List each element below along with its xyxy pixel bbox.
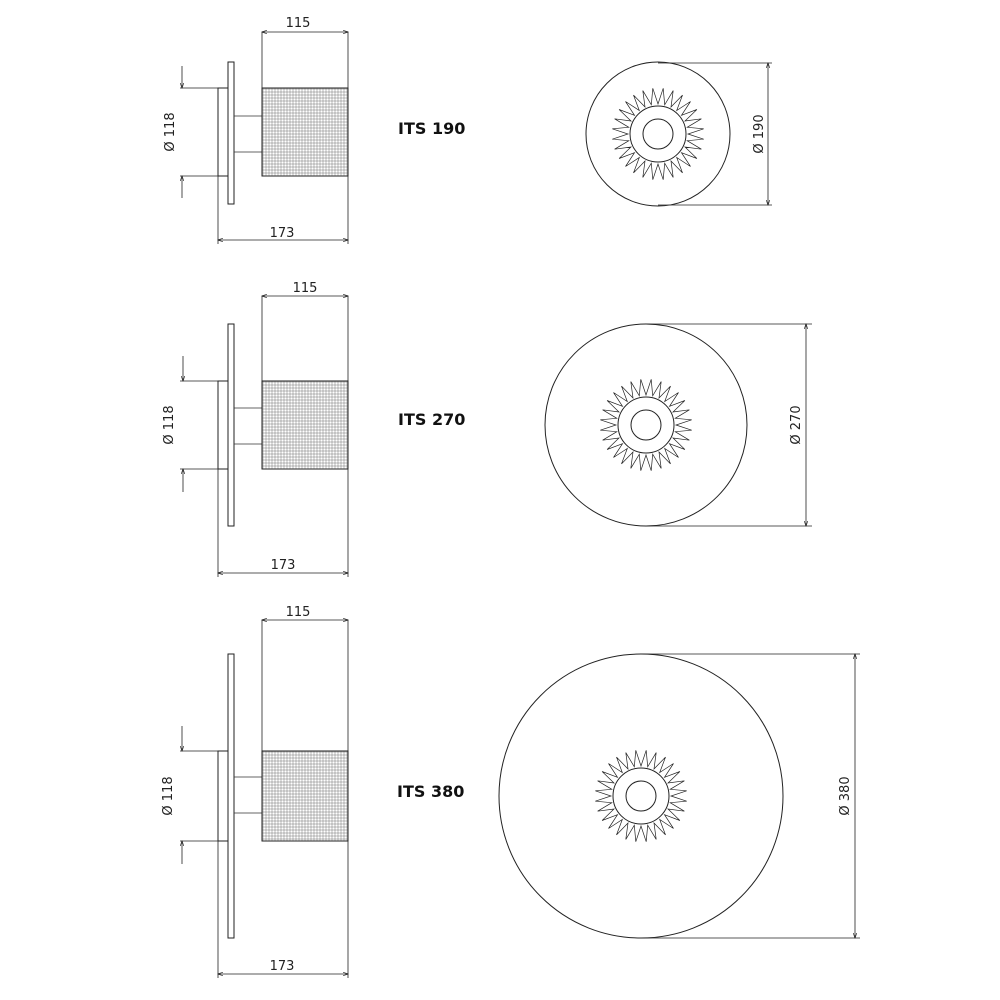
dim-body-length: 115	[285, 605, 311, 620]
dim-side-depth: 173	[269, 959, 295, 974]
side-view-its-190	[163, 16, 348, 244]
dim-side-depth: 173	[270, 558, 296, 573]
disc	[545, 324, 747, 526]
model-its-190	[163, 16, 772, 244]
disc	[586, 62, 730, 206]
mount-plate	[218, 751, 228, 841]
dim-side-depth: 173	[269, 226, 295, 241]
dim-mount-diameter: Ø 118	[161, 776, 176, 816]
dim-mount-diameter: Ø 118	[163, 112, 178, 152]
dim-body-length: 115	[285, 16, 311, 31]
mount-plate	[218, 381, 228, 469]
dim-mount-diameter: Ø 118	[162, 405, 177, 445]
wall-plate	[228, 62, 234, 204]
dim-disc-diameter: Ø 270	[789, 405, 804, 445]
front-view-its-270	[545, 324, 812, 526]
dim-disc-diameter: Ø 190	[752, 114, 767, 154]
front-view-its-190	[586, 62, 772, 206]
louvre-ring	[600, 379, 691, 470]
side-view-its-270	[162, 281, 348, 577]
dim-body-length: 115	[292, 281, 318, 296]
model-its-380	[161, 605, 860, 978]
model-label: ITS 270	[398, 410, 466, 429]
disc	[499, 654, 783, 938]
front-view-its-380	[499, 654, 860, 938]
dim-disc-diameter: Ø 380	[838, 776, 853, 816]
louvre-ring	[612, 88, 703, 179]
model-its-270	[162, 281, 812, 577]
wall-plate	[228, 654, 234, 938]
side-view-its-380	[161, 605, 348, 978]
wall-plate	[228, 324, 234, 526]
model-label: ITS 380	[397, 782, 465, 801]
model-label: ITS 190	[398, 119, 466, 138]
mount-plate	[218, 88, 228, 176]
louvre-ring	[595, 750, 686, 841]
